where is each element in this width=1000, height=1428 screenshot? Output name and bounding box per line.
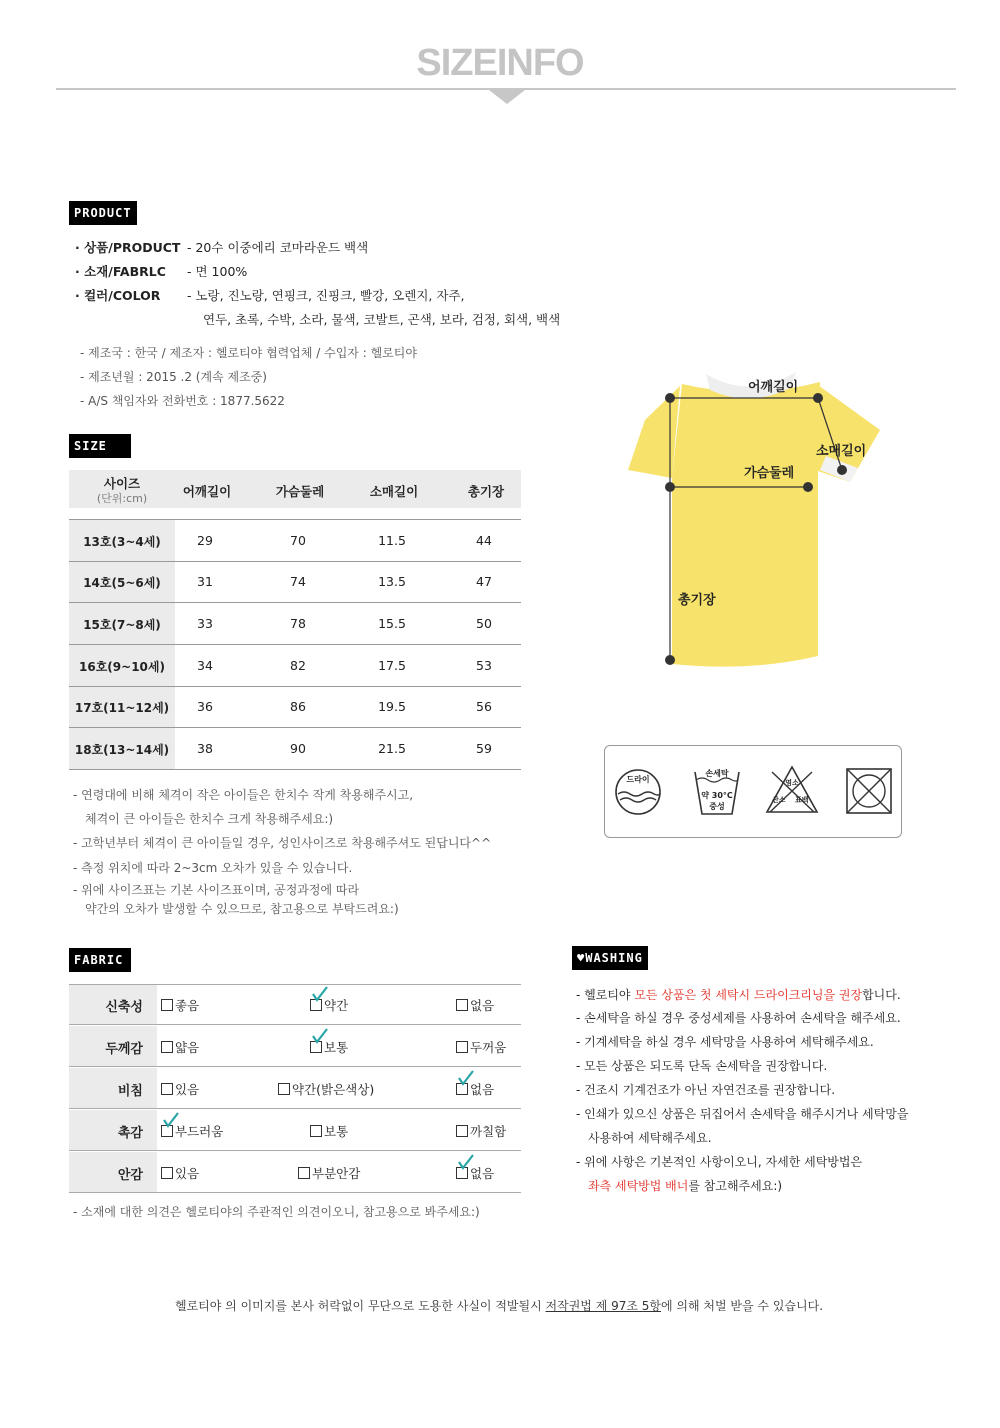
info-origin: - 제조국 : 한국 / 제조자 : 헬로티야 협력업체 / 수입자 : 헬로티야 — [80, 346, 417, 360]
fabric-option-label: 얇음 — [175, 1040, 200, 1055]
product-line — [75, 238, 368, 256]
size-col-unit: (단위:cm) — [96, 492, 148, 505]
color-value: - 노랑, 진노랑, 연핑크, 진핑크, 빨강, 오렌지, 자주, — [187, 288, 465, 303]
fabric-label: 안감 — [117, 1168, 143, 1183]
check-icon — [457, 1154, 475, 1172]
check-icon — [311, 986, 329, 1004]
fabric-option-label: 없음 — [470, 998, 495, 1013]
product-value: - 20수 이중에리 코마라운드 백색 — [187, 240, 369, 255]
info-as: - A/S 책임자와 전화번호 : 1877.5622 — [80, 394, 285, 408]
copyright-b: 에 의해 처벌 받을 수 있습니다. — [661, 1299, 824, 1313]
checkbox[interactable] — [161, 999, 173, 1011]
size-col-chest: 가슴둘레 — [275, 484, 325, 499]
hand-wash-temp: 약 30°C — [701, 791, 733, 800]
checkbox[interactable] — [278, 1083, 290, 1095]
washing-line-last — [588, 1177, 782, 1194]
tshirt-diagram — [600, 360, 900, 680]
size-tag: SIZE — [69, 434, 131, 458]
size-note: - 측정 위치에 따라 2~3cm 오차가 있을 수 있습니다. — [73, 861, 353, 875]
product-label: · 상품/PRODUCT — [75, 240, 181, 255]
check-icon — [457, 1070, 475, 1088]
fabric-option-label: 두꺼움 — [470, 1040, 507, 1055]
size-row-label: 14호(5~6세) — [83, 576, 161, 590]
fabric-label: 비침 — [117, 1084, 143, 1099]
size-cell-chest: 90 — [290, 741, 306, 756]
fabric-rule — [69, 1066, 521, 1067]
washing-tag — [572, 946, 648, 970]
hand-wash-label: 손세탁 — [705, 769, 729, 778]
size-note: 체격이 큰 아이들은 한치수 크게 착용해주세요:) — [85, 812, 334, 826]
fabric-option — [161, 1080, 199, 1098]
checkbox[interactable] — [456, 1041, 468, 1053]
size-row-label: 13호(3~4세) — [83, 535, 161, 549]
size-cell-sleeve: 11.5 — [378, 533, 406, 548]
fabric-option — [456, 1038, 506, 1056]
fabric-option-label: 보통 — [324, 1124, 349, 1139]
fabric-option-label: 있음 — [175, 1082, 200, 1097]
washing-line-1a: - 헬로티야 — [576, 988, 635, 1002]
size-cell-sleeve: 13.5 — [378, 574, 406, 589]
fabric-label: 두께감 — [105, 1042, 143, 1057]
check-icon — [311, 1028, 329, 1046]
size-note: 약간의 오차가 발생할 수 있으므로, 참고용으로 부탁드려요:) — [85, 902, 399, 916]
fabric-option-label: 없음 — [470, 1166, 495, 1181]
tshirt-body — [672, 382, 820, 667]
size-row-label: 17호(11~12세) — [74, 701, 170, 715]
fabric-label: 신축성 — [105, 1000, 143, 1015]
size-col-size: 사이즈 — [103, 476, 141, 491]
measure-dot — [803, 482, 813, 492]
washing-line: - 위에 사항은 기본적인 사항이오니, 자세한 세탁방법은 — [576, 1155, 863, 1169]
fabric-rule — [69, 1192, 521, 1193]
size-cell-chest: 82 — [290, 658, 306, 673]
size-row-label: 15호(7~8세) — [83, 618, 161, 632]
fabric-option-label: 없음 — [470, 1082, 495, 1097]
bleach-label-2: 산소 — [772, 796, 786, 804]
label-shoulder: 어깨길이 — [748, 380, 799, 395]
size-col-sleeve: 소매길이 — [369, 484, 419, 499]
fabric-option-label: 부드러움 — [175, 1124, 224, 1139]
size-note: - 고학년부터 체격이 큰 아이들일 경우, 성인사이즈로 착용해주셔도 된답니다^^ — [73, 836, 492, 850]
size-cell-shoulder: 38 — [197, 741, 213, 756]
washing-line-1b: 합니다. — [862, 988, 901, 1002]
page-title: SIZEINFO — [416, 42, 584, 84]
washing-line-1-highlight: 모든 상품은 첫 세탁시 드라이크리닝을 권장 — [634, 988, 863, 1002]
checkbox[interactable] — [456, 1125, 468, 1137]
fabric-option — [278, 1080, 374, 1098]
size-cell-sleeve: 15.5 — [378, 616, 406, 631]
no-tumble-dry-icon — [844, 766, 894, 816]
washing-line: - 손세탁을 하실 경우 중성세제를 사용하여 손세탁을 해주세요. — [576, 1011, 901, 1025]
fabric-label: 촉감 — [117, 1126, 143, 1141]
checkbox[interactable] — [456, 999, 468, 1011]
measure-dot — [665, 393, 675, 403]
size-cell-sleeve: 19.5 — [378, 699, 406, 714]
fabric-note: - 소재에 대한 의견은 헬로티야의 주관적인 의견이오니, 참고용으로 봐주세요:) — [73, 1205, 480, 1219]
measure-dot — [665, 655, 675, 665]
washing-line-1 — [576, 986, 901, 1003]
measure-dot — [813, 393, 823, 403]
heart-icon: ♥ — [577, 951, 586, 965]
copyright-a: 헬로티야 의 이미지를 본사 허락없이 무단으로 도용한 사실이 적발될시 — [175, 1299, 546, 1313]
size-cell-shoulder: 31 — [197, 574, 213, 589]
size-cell-length: 50 — [476, 616, 492, 631]
dry-clean-icon — [612, 762, 664, 820]
copyright-law: 저작권법 제 97조 5항 — [545, 1299, 662, 1313]
check-icon — [162, 1112, 180, 1130]
size-cell-sleeve: 21.5 — [378, 741, 406, 756]
size-col-length: 총기장 — [467, 484, 505, 499]
fabric-option-label: 있음 — [175, 1166, 200, 1181]
checkbox[interactable] — [298, 1167, 310, 1179]
size-cell-length: 53 — [476, 658, 492, 673]
label-length: 총기장 — [678, 593, 716, 608]
bleach-label-1: 염소 — [785, 779, 799, 787]
fabric-rule — [69, 1150, 521, 1151]
fabric-option — [456, 996, 494, 1014]
fabric-option — [456, 1122, 506, 1140]
material-value: - 면 100% — [187, 264, 248, 279]
hand-wash-neutral: 중성 — [709, 802, 725, 811]
product-tag: PRODUCT — [69, 201, 137, 225]
size-cell-chest: 86 — [290, 699, 306, 714]
checkbox[interactable] — [161, 1083, 173, 1095]
fabric-option-label: 약간 — [324, 998, 349, 1013]
size-row-label: 18호(13~14세) — [74, 743, 170, 757]
washing-last-b: 를 참고해주세요:) — [688, 1179, 783, 1193]
fabric-option — [161, 1164, 199, 1182]
size-cell-length: 44 — [476, 533, 492, 548]
washing-line: - 인쇄가 있으신 상품은 뒤집어서 손세탁을 해주시거나 세탁망을 — [576, 1107, 909, 1121]
no-bleach-icon — [764, 764, 820, 816]
bleach-label-3: 표백 — [795, 796, 809, 804]
washing-line: - 기계세탁을 하실 경우 세탁망을 사용하여 세탁해주세요. — [576, 1035, 874, 1049]
size-note: - 위에 사이즈표는 기본 사이즈표이며, 공정과정에 따라 — [73, 883, 360, 897]
washing-banner-highlight: 좌측 세탁방법 배너 — [588, 1179, 689, 1193]
color-line — [75, 286, 465, 304]
size-cell-chest: 70 — [290, 533, 306, 548]
size-row-rule — [69, 769, 521, 770]
fabric-rule — [69, 1024, 521, 1025]
size-cell-chest: 74 — [290, 574, 306, 589]
size-cell-length: 47 — [476, 574, 492, 589]
fabric-option-label: 약간(밝은색상) — [292, 1082, 375, 1097]
checkbox[interactable] — [161, 1167, 173, 1179]
measure-dot — [837, 465, 847, 475]
size-cell-length: 59 — [476, 741, 492, 756]
checkbox[interactable] — [161, 1041, 173, 1053]
color-label: · 컬러/COLOR — [75, 288, 161, 303]
info-date: - 제조년월 : 2015 .2 (계속 제조중) — [80, 370, 267, 384]
size-cell-shoulder: 36 — [197, 699, 213, 714]
size-cell-shoulder: 33 — [197, 616, 213, 631]
fabric-option-label: 좋음 — [175, 998, 200, 1013]
fabric-option — [298, 1164, 360, 1182]
color-value-2: 연두, 초록, 수박, 소라, 물색, 코발트, 곤색, 보라, 검정, 회색, 백색 — [203, 312, 561, 327]
size-col-shoulder: 어깨길이 — [182, 484, 232, 499]
copyright-notice — [175, 1297, 823, 1314]
dry-clean-label: 드라이 — [626, 775, 650, 784]
fabric-option — [310, 1122, 348, 1140]
material-label: · 소재/FABRLC — [75, 264, 166, 279]
label-sleeve: 소매길이 — [816, 444, 867, 459]
size-cell-shoulder: 34 — [197, 658, 213, 673]
fabric-tag: FABRIC — [69, 948, 131, 972]
size-row-label: 16호(9~10세) — [79, 660, 165, 674]
fabric-option — [161, 996, 199, 1014]
fabric-rule — [69, 1108, 521, 1109]
size-cell-shoulder: 29 — [197, 533, 213, 548]
fabric-option-label: 부분안감 — [312, 1166, 361, 1181]
size-cell-length: 56 — [476, 699, 492, 714]
fabric-option-label: 까칠함 — [470, 1124, 507, 1139]
washing-line: 사용하여 세탁해주세요. — [588, 1131, 712, 1145]
size-cell-chest: 78 — [290, 616, 306, 631]
washing-line: - 모든 상품은 되도록 단독 손세탁을 권장합니다. — [576, 1059, 828, 1073]
size-note: - 연령대에 비해 체격이 작은 아이들은 한치수 작게 착용해주시고, — [73, 788, 414, 802]
size-cell-sleeve: 17.5 — [378, 658, 406, 673]
checkbox[interactable] — [310, 1125, 322, 1137]
fabric-option-label: 보통 — [324, 1040, 349, 1055]
material-line — [75, 262, 247, 280]
header-pointer — [489, 90, 525, 104]
washing-tag-label: WASHING — [585, 951, 643, 965]
label-chest: 가슴둘레 — [744, 466, 795, 481]
washing-line: - 건조시 기계건조가 아닌 자연건조를 권장합니다. — [576, 1083, 836, 1097]
measure-dot — [665, 482, 675, 492]
fabric-option — [161, 1038, 199, 1056]
